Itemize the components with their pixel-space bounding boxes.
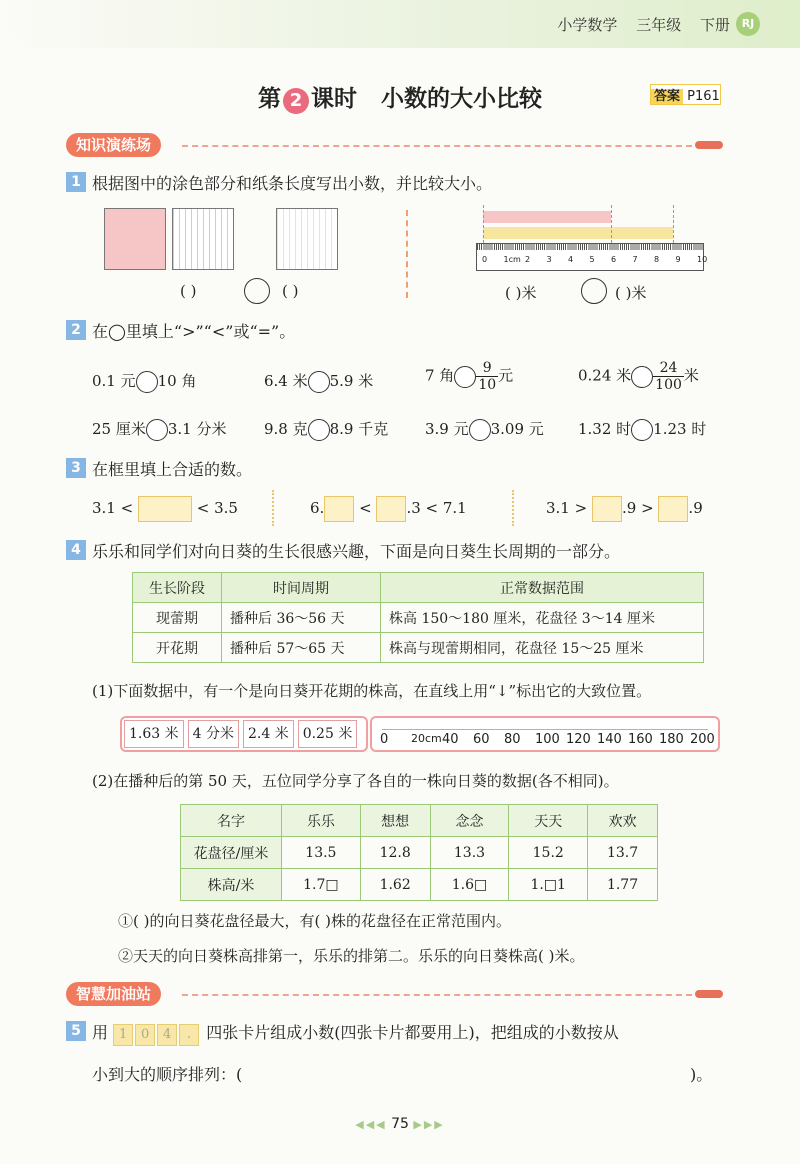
ruler-tick-label: 7	[632, 255, 638, 264]
compare-left: 0.24 米	[578, 366, 632, 385]
compare-left: 9.8 克	[264, 420, 308, 438]
number-line-label: 180	[659, 732, 684, 747]
pink-strip	[483, 211, 611, 223]
numerator: 9	[476, 360, 498, 377]
number-line-label: 120	[566, 732, 591, 747]
fraction	[476, 360, 498, 393]
answer-box[interactable]	[658, 496, 688, 522]
sunflower-table	[180, 804, 658, 901]
header-cell: 想想	[360, 805, 430, 837]
answer-tag	[650, 84, 721, 105]
statement-2: ②天天的向日葵株高排第一，乐乐的排第二。乐乐的向日葵株高( )米。	[118, 947, 585, 965]
ruler-tick-label: 4	[568, 255, 574, 264]
table-row	[181, 837, 658, 869]
blank-right[interactable]: ( )	[282, 282, 299, 300]
question-text: 在框里填上合适的数。	[92, 460, 253, 479]
title-unit: 课时	[310, 86, 357, 112]
lesson-number-badge: 2	[283, 88, 309, 114]
fill-group-3	[546, 496, 703, 522]
edition-badge: RJ	[736, 12, 760, 36]
volume-label: 下册	[699, 16, 730, 34]
compare-right: 5.9 米	[329, 372, 374, 390]
compare-left: 3.9 元	[425, 420, 469, 438]
unit: 元	[498, 366, 514, 385]
number-line-label: 160	[628, 732, 653, 747]
left-arrows-icon: ◀◀◀	[355, 1118, 387, 1131]
fill-right: .3 < 7.1	[406, 499, 467, 517]
number-line-label: 140	[597, 732, 622, 747]
header-cell: 乐乐	[282, 805, 361, 837]
number-line-box	[370, 716, 720, 752]
cell: 开花期	[133, 633, 222, 663]
question-text-line-1	[92, 1020, 619, 1046]
fill-group-1	[92, 496, 238, 522]
cell: 1.□1	[509, 869, 588, 901]
ruler-tick-label: 6	[611, 255, 617, 264]
cell: 播种后 36～56 天	[222, 603, 381, 633]
ruler-tick-label: 5	[589, 255, 595, 264]
data-card: 2.4 米	[243, 720, 294, 748]
subject-label: 小学数学	[557, 16, 618, 34]
section-divider	[182, 994, 692, 996]
fill-right: .9	[688, 499, 703, 517]
compare-item	[578, 418, 706, 441]
number-line-label: 100	[535, 732, 560, 747]
denominator: 100	[655, 377, 682, 393]
header-cell: 名字	[181, 805, 282, 837]
ruler-labels	[477, 255, 708, 267]
compare-circle[interactable]	[469, 419, 491, 441]
question-number: 5	[66, 1021, 86, 1041]
ruler-tick-label: 2	[525, 255, 531, 264]
cell: 1.7□	[282, 869, 361, 901]
question-number: 2	[66, 320, 86, 340]
fill-right: < 3.5	[196, 499, 238, 517]
book-info	[543, 14, 730, 35]
growth-table	[132, 572, 704, 663]
compare-item	[578, 360, 699, 393]
text-part: 用	[92, 1023, 109, 1042]
number-card: 4	[157, 1024, 177, 1046]
cell: 现蕾期	[133, 603, 222, 633]
compare-left: 6.4 米	[264, 372, 308, 390]
fill-left: 3.1 >	[546, 499, 588, 517]
page-number	[0, 1116, 800, 1132]
page-number-value: 75	[391, 1116, 409, 1132]
compare-item	[92, 418, 226, 441]
header-cell: 生长阶段	[133, 573, 222, 603]
data-card: 0.25 米	[298, 720, 358, 748]
dotted-divider	[272, 490, 274, 526]
number-line-label: 0	[380, 732, 389, 747]
number-line[interactable]	[382, 729, 708, 730]
header-cell: 天天	[509, 805, 588, 837]
shaded-square	[104, 208, 166, 270]
question-number: 3	[66, 458, 86, 478]
cell: 1.6□	[430, 869, 509, 901]
table-row	[133, 633, 704, 663]
header-cell: 欢欢	[588, 805, 658, 837]
cell: 1.62	[360, 869, 430, 901]
compare-right: 8.9 千克	[329, 420, 389, 438]
question-text: 在◯里填上“>”“<”或“=”。	[92, 322, 296, 341]
compare-circle[interactable]	[581, 278, 607, 304]
answer-box[interactable]	[138, 496, 192, 522]
fill-group-2	[310, 496, 467, 522]
compare-item	[425, 418, 544, 441]
dotted-divider	[512, 490, 514, 526]
table-row	[181, 869, 658, 901]
number-line-label: 40	[442, 732, 459, 747]
number-line-label: 60	[473, 732, 490, 747]
compare-left: 0.1 元	[92, 372, 136, 390]
number-line-label: 200	[690, 732, 715, 747]
blank-meter-1[interactable]: ( )米	[505, 284, 537, 302]
denominator: 10	[478, 377, 497, 393]
compare-item	[264, 370, 373, 393]
section-tag-challenge: 智慧加油站	[66, 982, 161, 1006]
row-label: 花盘径/厘米	[181, 837, 282, 869]
table-header	[133, 573, 704, 603]
ruler	[476, 243, 708, 271]
compare-circle[interactable]	[631, 419, 653, 441]
title-name: 小数的大小比较	[381, 86, 543, 112]
fill-left: 3.1 <	[92, 499, 134, 517]
pencil-icon	[695, 141, 723, 149]
compare-right: 10 角	[157, 372, 197, 390]
unit: 米	[683, 366, 699, 385]
ruler-tick-label: 10	[697, 255, 708, 264]
compare-left: 25 厘米	[92, 420, 146, 438]
yellow-grid-square	[276, 208, 338, 270]
data-card: 1.63 米	[124, 720, 184, 748]
row-label: 株高/米	[181, 869, 282, 901]
compare-left: 1.32 时	[578, 420, 632, 438]
pencil-icon	[695, 990, 723, 998]
question-text: 乐乐和同学们对向日葵的生长很感兴趣，下面是向日葵生长周期的一部分。	[92, 542, 621, 561]
compare-circle[interactable]	[308, 371, 330, 393]
question-text: 根据图中的涂色部分和纸条长度写出小数，并比较大小。	[92, 174, 493, 193]
compare-left: 7 角	[425, 366, 455, 385]
guide-line	[673, 205, 674, 243]
blank-meter-2[interactable]: ( )米	[615, 284, 647, 302]
subquestion-1: (1)下面数据中，有一个是向日葵开花期的株高，在直线上用“↓”标出它的大致位置。	[92, 682, 652, 700]
compare-circle[interactable]	[308, 419, 330, 441]
answer-close: )。	[690, 1065, 713, 1084]
cell: 13.7	[588, 837, 658, 869]
table-row	[133, 603, 704, 633]
table-header	[181, 805, 658, 837]
question-number: 1	[66, 172, 86, 192]
tenths-square	[172, 208, 234, 270]
fill-mid: <	[359, 499, 372, 517]
number-line-label: 80	[504, 732, 521, 747]
answer-box[interactable]	[592, 496, 622, 522]
compare-item	[425, 360, 513, 393]
header-cell: 正常数据范围	[381, 573, 704, 603]
fraction	[653, 360, 684, 393]
question-text-line-2: 小到大的顺序排列：(	[92, 1065, 243, 1084]
number-card: .	[179, 1024, 199, 1046]
answer-box[interactable]	[376, 496, 406, 522]
blank-left[interactable]: ( )	[180, 282, 197, 300]
header-cell: 时间周期	[222, 573, 381, 603]
section-tag-practice: 知识演练场	[66, 133, 161, 157]
grade-label: 三年级	[636, 16, 682, 34]
right-arrows-icon: ▶▶▶	[413, 1118, 445, 1131]
cell: 13.3	[430, 837, 509, 869]
ruler-tick-label: 1cm	[503, 255, 521, 264]
subquestion-2: (2)在播种后的第 50 天，五位同学分享了各自的一株向日葵的数据(各不相同)。	[92, 772, 619, 790]
number-card: 0	[135, 1024, 155, 1046]
compare-circle[interactable]	[454, 366, 476, 388]
ruler-tick-label: 0	[482, 255, 488, 264]
cell: 13.5	[282, 837, 361, 869]
question-number: 4	[66, 540, 86, 560]
ruler-tick-label: 9	[675, 255, 681, 264]
compare-circle[interactable]	[146, 419, 168, 441]
number-card: 1	[113, 1024, 133, 1046]
compare-circle[interactable]	[244, 278, 270, 304]
ruler-tick-label: 8	[654, 255, 660, 264]
statement-1: ①( )的向日葵花盘径最大，有( )株的花盘径在正常范围内。	[118, 912, 511, 930]
data-cards	[120, 716, 368, 752]
compare-item	[264, 418, 388, 441]
compare-right: 1.23 时	[653, 420, 707, 438]
title-prefix: 第	[257, 86, 281, 112]
fill-mid: .9 >	[621, 499, 654, 517]
cell: 株高与现蕾期相同，花盘径 15～25 厘米	[381, 633, 704, 663]
text-part: 四张卡片组成小数(四张卡片都要用上)，把组成的小数按从	[206, 1023, 619, 1042]
compare-circle[interactable]	[631, 366, 653, 388]
guide-line	[611, 205, 612, 243]
cell: 15.2	[509, 837, 588, 869]
compare-circle[interactable]	[136, 371, 158, 393]
ruler-ticks	[477, 244, 703, 250]
answer-label: 答案	[651, 89, 683, 104]
answer-box[interactable]	[324, 496, 354, 522]
cell: 播种后 57～65 天	[222, 633, 381, 663]
fill-left: 6.	[310, 499, 325, 517]
cell: 1.77	[588, 869, 658, 901]
data-card: 4 分米	[188, 720, 239, 748]
cell: 株高 150～180 厘米，花盘径 3～14 厘米	[381, 603, 704, 633]
header-cell: 念念	[430, 805, 509, 837]
number-line-label: 20cm	[411, 732, 442, 745]
yellow-strip	[483, 227, 673, 239]
vertical-divider	[406, 210, 408, 298]
ruler-tick-label: 3	[546, 255, 552, 264]
compare-right: 3.09 元	[490, 420, 544, 438]
section-divider	[182, 145, 692, 147]
compare-right: 3.1 分米	[167, 420, 227, 438]
compare-item	[92, 370, 196, 393]
cell: 12.8	[360, 837, 430, 869]
number-line-labels	[372, 732, 718, 748]
numerator: 24	[653, 360, 684, 377]
answer-page: P161	[687, 89, 720, 104]
guide-line	[483, 205, 484, 243]
